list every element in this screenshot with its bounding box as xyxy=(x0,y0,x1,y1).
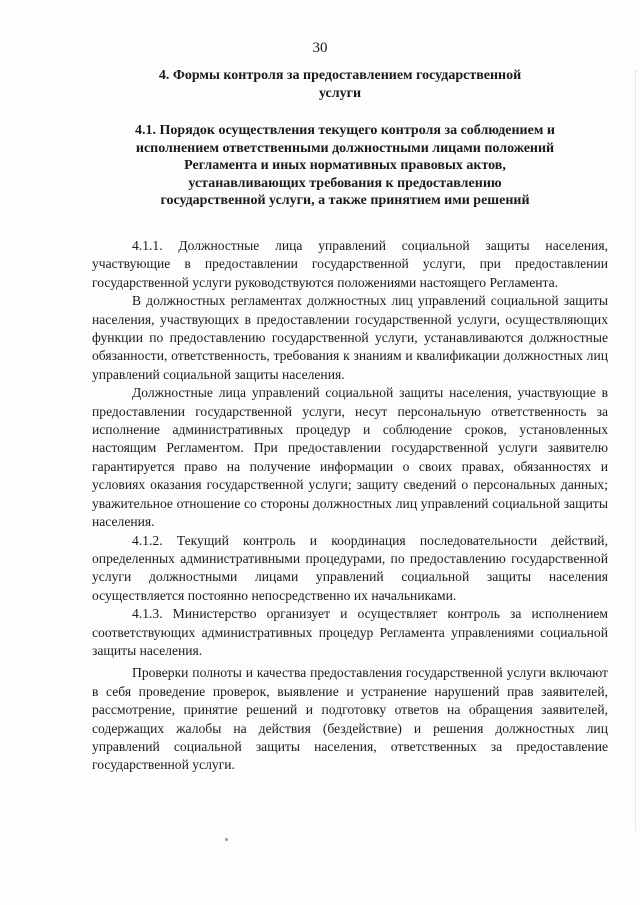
paragraph-4-1-2: 4.1.2. Текущий контроль и координация последовательности действий, определенных административными процедурами, по предоставлению государственной услуги должностными лицами управлений социальной защиты населения осуществляется постоянно непосредственно их начальниками. xyxy=(92,532,608,603)
paragraph-4-1-3: 4.1.3. Министерство организует и осуществляет контроль за исполнением соответствующих административных процедур Регламента управлениями социальной защиты населения. xyxy=(92,606,608,658)
paragraph-inspections: Проверки полноты и качества предоставления государственной услуги включают в себя проведение проверок, выявление и устранение нарушений прав заявителей, рассмотрение, принятие решений и подготовку ответов на обращения заявителей, содержащих жалобы на действия (бездействие) и решения должностных лиц управлений социальной защиты населения, ответственных за предоставление государственной услуги. xyxy=(92,665,608,773)
subsection-title: 4.1. Порядок осуществления текущего контроля за соблюдением и исполнением ответственными должностными лицами положений Регламента и иных нормативных правовых актов, устанавливающих требования к предоставлению государственной услуги, а также принятием ими решений xyxy=(135,123,555,208)
body-text xyxy=(92,237,608,775)
paragraph-4-1-1: 4.1.1. Должностные лица управлений социальной защиты населения, участвующие в предоставлении государственной услуги, при предоставлении государственной услуги руководствуются положениями настоящего Регламента. xyxy=(92,238,608,290)
scan-edge-marks xyxy=(629,70,636,830)
scan-dot xyxy=(225,838,228,841)
paragraph-personal-responsibility: Должностные лица управлений социальной защиты населения, участвующие в предоставлении государственной услуги, несут персональную ответственность за исполнение административных процедур и соблюдение сроков, установленных настоящим Регламентом. При предоставлении государственной услуги заявителю гарантируется право на получение информации о своих правах, обязанностях и условиях оказания государственной услуги; защиту сведений о персональных данных; уважительное отношение со стороны должностных лиц управлений социальной защиты населения. xyxy=(92,385,608,530)
paragraph-job-regulations: В должностных регламентах должностных лиц управлений социальной защиты населения, участвующих в предоставлении государственной услуги, осуществляющих функции по предоставлению государственной услуги, устанавливаются должностные обязанности, ответственность, требования к знаниям и квалификации должностных лиц управлений социальной защиты населения. xyxy=(92,293,608,382)
section-title: 4. Формы контроля за предоставлением государственной услуги xyxy=(158,68,522,101)
page-number: 30 xyxy=(312,40,328,56)
